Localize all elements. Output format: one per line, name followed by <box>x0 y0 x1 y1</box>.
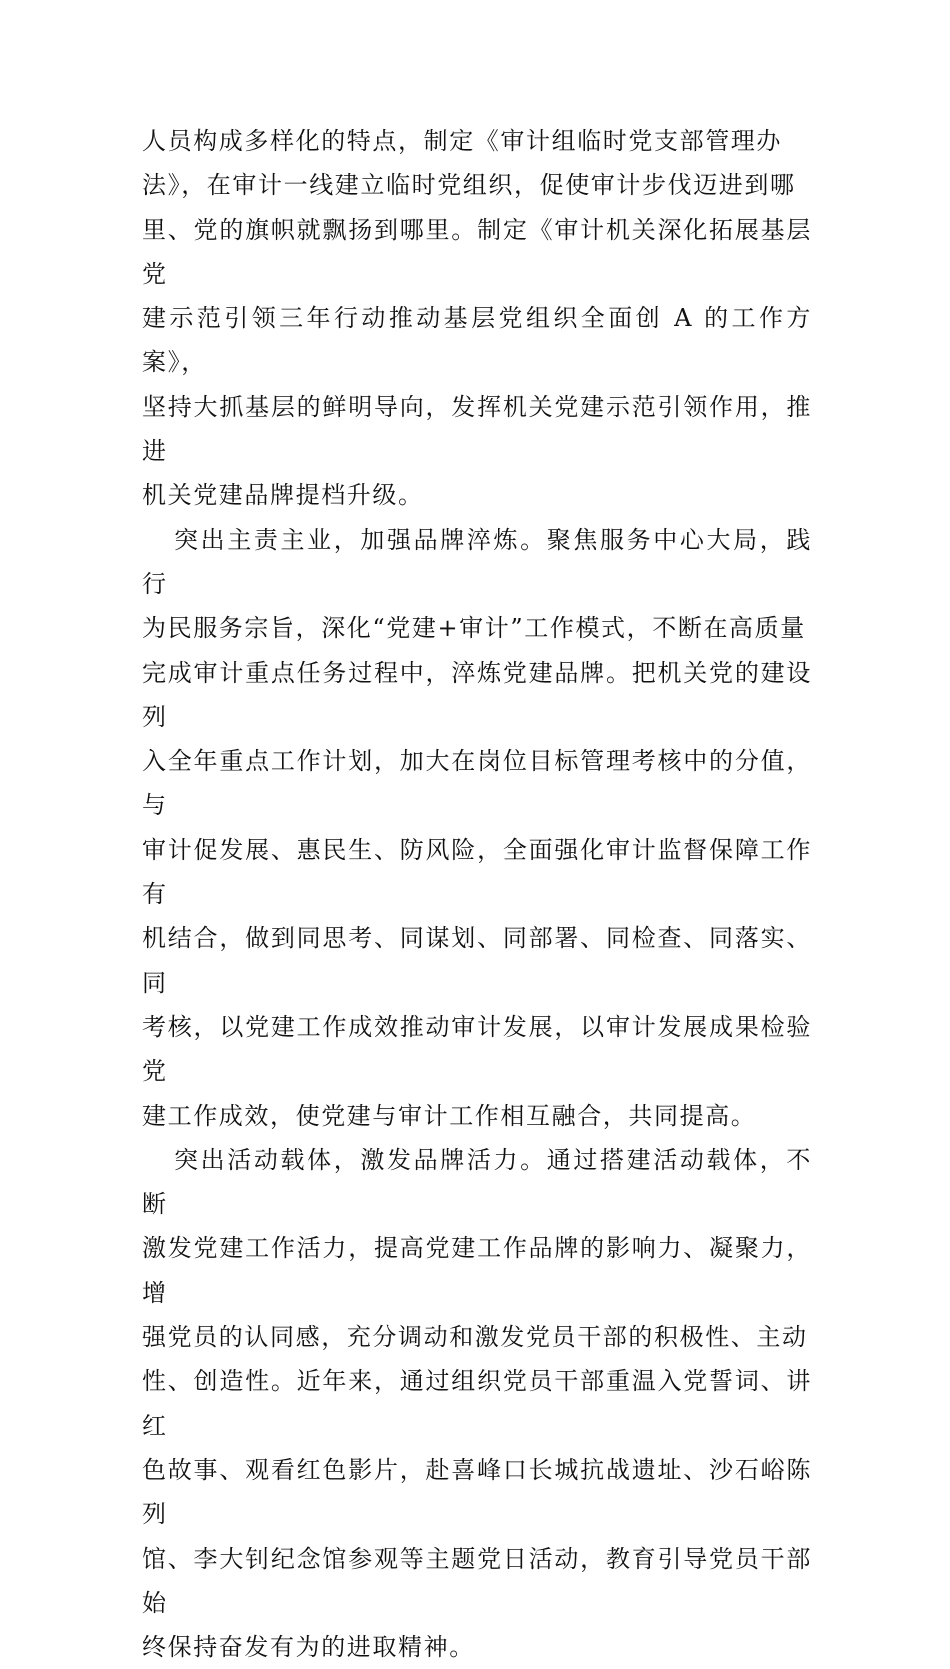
text-line: 法》，在审计一线建立临时党组织，促使审计步伐迈进到哪 <box>142 171 796 200</box>
text-line: 色故事、观看红色影片，赴喜峰口长城抗战遗址、沙石峪陈列 <box>142 1455 812 1529</box>
text-line: 激发党建工作活力，提高党建工作品牌的影响力、凝聚力，增 <box>142 1234 812 1307</box>
text-line: 完成审计重点任务过程中，淬炼党建品牌。把机关党的建设列 <box>142 658 812 731</box>
text-line: 强党员的认同感，充分调动和激发党员干部的积极性、主动 <box>142 1323 808 1352</box>
text-line: 为民服务宗旨，深化“党建+审计”工作模式，不断在高质量 <box>142 614 806 643</box>
paragraph-2 <box>142 518 812 1138</box>
text-line: 坚持大抓基层的鲜明导向，发挥机关党建示范引领作用，推进 <box>142 392 812 466</box>
text-line: 入全年重点工作计划，加大在岗位目标管理考核中的分值，与 <box>142 747 812 820</box>
text-line: 突出活动载体，激发品牌活力。通过搭建活动载体，不断 <box>142 1145 812 1219</box>
text-line: 建示范引领三年行动推动基层党组织全面创 A 的工作方案》， <box>142 304 812 377</box>
text-line: 建工作成效，使党建与审计工作相互融合，共同提高。 <box>142 1101 757 1130</box>
text-line: 机关党建品牌提档升级。 <box>142 481 424 510</box>
paragraph-3 <box>142 1138 812 1669</box>
text-line: 考核，以党建工作成效推动审计发展，以审计发展成果检验党 <box>142 1012 812 1086</box>
document-body <box>142 119 812 1669</box>
text-line: 人员构成多样化的特点，制定《审计组临时党支部管理办 <box>142 127 782 155</box>
text-line: 终保持奋发有为的进取精神。 <box>142 1633 475 1662</box>
text-line: 馆、李大钊纪念馆参观等主题党日活动，教育引导党员干部始 <box>142 1544 812 1617</box>
paragraph-1 <box>142 119 812 518</box>
text-line: 审计促发展、惠民生、防风险，全面强化审计监督保障工作有 <box>142 835 812 909</box>
text-line: 性、创造性。近年来，通过组织党员干部重温入党誓词、讲红 <box>142 1367 812 1440</box>
text-line: 突出主责主业，加强品牌淬炼。聚焦服务中心大局，践行 <box>142 525 812 598</box>
text-line: 里、党的旗帜就飘扬到哪里。制定《审计机关深化拓展基层党 <box>142 215 812 288</box>
text-line: 机结合，做到同思考、同谋划、同部署、同检查、同落实、同 <box>142 924 812 997</box>
